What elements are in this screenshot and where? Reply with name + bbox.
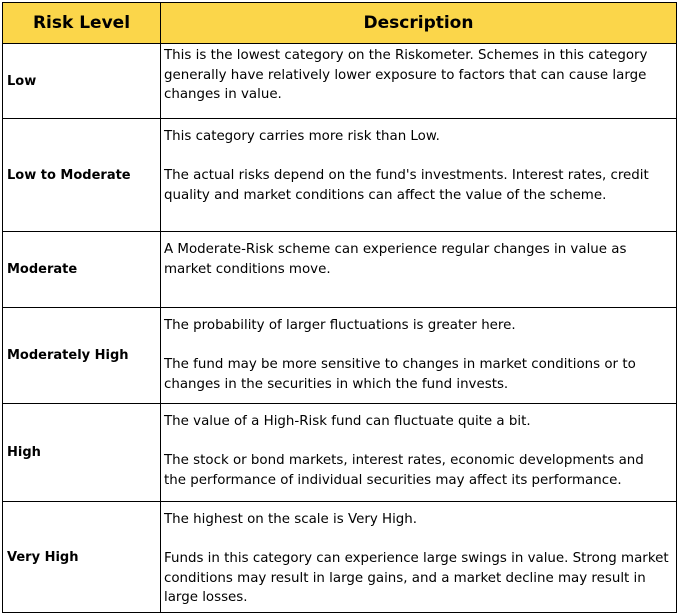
description-paragraph: Funds in this category can experience large swings in value. Strong market conditions may result in large gains, and a market decline may result in large losses. (164, 551, 669, 605)
table-row (3, 404, 677, 502)
table-row (3, 119, 677, 232)
description-cell (161, 232, 677, 308)
description-paragraph: This category carries more risk than Low. (164, 129, 440, 144)
risk-level-moderately-high: Moderately High (3, 308, 161, 404)
description-cell (161, 44, 677, 119)
risk-level-very-high: Very High (3, 502, 161, 613)
description-paragraph: The highest on the scale is Very High. (164, 512, 418, 527)
risk-level-table (2, 2, 677, 613)
description-column-header: Description (161, 3, 677, 44)
risk-level-low-to-moderate: Low to Moderate (3, 119, 161, 232)
description-paragraph: This is the lowest category on the Riskometer. Schemes in this category generally have relatively lower exposure to factors that can cause large changes in value. (164, 48, 648, 102)
description-paragraph: The actual risks depend on the fund's investments. Interest rates, credit quality and market conditions can affect the value of the scheme. (164, 168, 649, 203)
description-cell (161, 404, 677, 502)
table-row (3, 232, 677, 308)
description-paragraph: The probability of larger fluctuations is greater here. (164, 318, 516, 333)
description-paragraph: The stock or bond markets, interest rates, economic developments and the performance of individual securities may affect its performance. (164, 453, 644, 488)
table-row (3, 502, 677, 613)
table-row (3, 44, 677, 119)
risk-level-high: High (3, 404, 161, 502)
description-paragraph: The fund may be more sensitive to changes in market conditions or to changes in the securities in which the fund invests. (164, 357, 636, 392)
risk-level-moderate: Moderate (3, 232, 161, 308)
description-cell (161, 502, 677, 613)
description-cell (161, 119, 677, 232)
description-paragraph: A Moderate-Risk scheme can experience regular changes in value as market conditions move. (164, 242, 627, 277)
risk-level-low: Low (3, 44, 161, 119)
description-paragraph: The value of a High-Risk fund can fluctuate quite a bit. (164, 414, 531, 429)
table-header-row (3, 3, 677, 44)
table-row (3, 308, 677, 404)
risk-level-column-header: Risk Level (3, 3, 161, 44)
description-cell (161, 308, 677, 404)
